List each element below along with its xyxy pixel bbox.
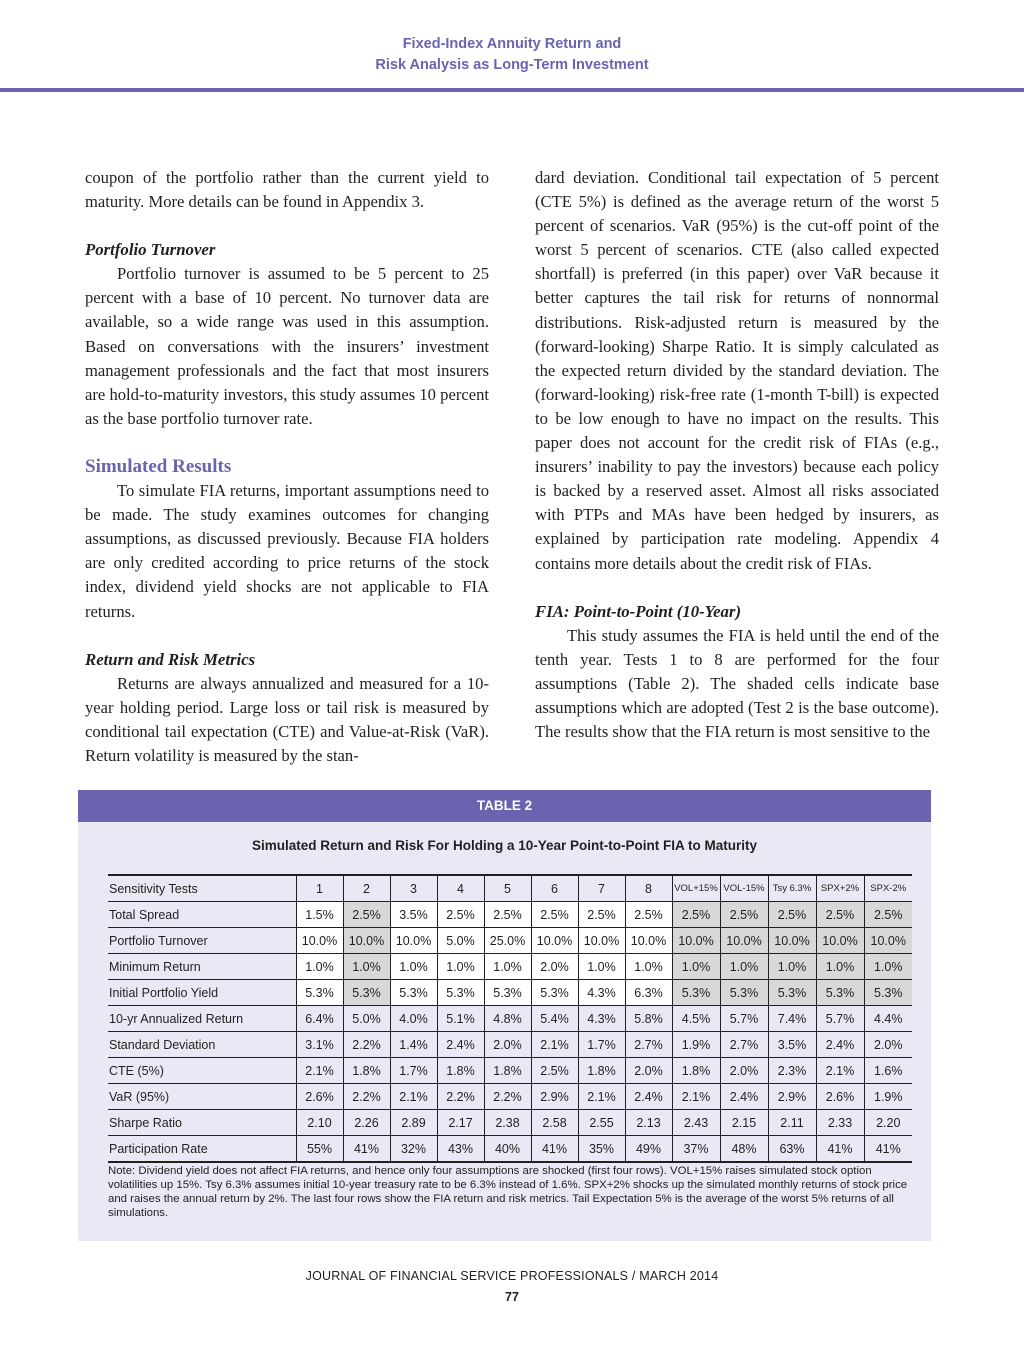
column-header: SPX-2% <box>864 875 912 902</box>
portfolio-turnover-heading: Portfolio Turnover <box>85 240 216 260</box>
table-cell: 5.3% <box>864 980 912 1006</box>
table-header-row <box>108 875 912 902</box>
table-row <box>108 1084 912 1110</box>
fia-point-to-point-text: This study assumes the FIA is held until the end of the tenth year. Tests 1 to 8 are performed for the four assumptions (Table 2). The shaded cells indicate base assumptions which are adopted (Test 2 is the base outcome). The results show that the FIA return is most sensitive to the <box>535 625 939 742</box>
table-row <box>108 980 912 1006</box>
table-cell: 1.8% <box>437 1058 484 1084</box>
table-cell: 5.0% <box>437 928 484 954</box>
table-row <box>108 928 912 954</box>
table-cell: 1.0% <box>625 954 672 980</box>
column-header: 8 <box>625 875 672 902</box>
table-row <box>108 1110 912 1136</box>
table-cell: 2.4% <box>816 1032 864 1058</box>
table-cell: 10.0% <box>343 928 390 954</box>
table-cell: 1.0% <box>484 954 531 980</box>
table-row <box>108 1032 912 1058</box>
header-rule <box>0 88 1024 92</box>
table-note: Note: Dividend yield does not affect FIA returns, and hence only four assumptions are shocked (first four rows). VOL+15% raises simulated stock option volatilities up 15%. Tsy 6.3% assumes initial 10-year treasury rate to be 6.3% instead of 1.6%. SPX+2% shocks up the simulated monthly returns of stock price and raises the annual return by 2%. The last four rows show the FIA return and risk metrics. Tail Expectation 5% is the average of the worst 5% returns of all simulations. <box>108 1165 908 1219</box>
left-column <box>85 166 489 768</box>
table-row <box>108 902 912 928</box>
table-cell: 2.17 <box>437 1110 484 1136</box>
table-cell: 5.3% <box>437 980 484 1006</box>
table-cell: 2.7% <box>625 1032 672 1058</box>
column-header: Tsy 6.3% <box>768 875 816 902</box>
table-cell: 10.0% <box>768 928 816 954</box>
column-header: 1 <box>296 875 343 902</box>
table-cell: 2.13 <box>625 1110 672 1136</box>
table-cell: 2.4% <box>720 1084 768 1110</box>
table-cell: 5.1% <box>437 1006 484 1032</box>
table-row <box>108 1058 912 1084</box>
table-cell: 10.0% <box>625 928 672 954</box>
table-cell: 5.3% <box>672 980 720 1006</box>
table-cell: 5.3% <box>816 980 864 1006</box>
table-cell: 5.3% <box>296 980 343 1006</box>
table-cell: 2.4% <box>625 1084 672 1110</box>
column-header: 4 <box>437 875 484 902</box>
table-cell: 2.2% <box>437 1084 484 1110</box>
table-cell: 2.2% <box>343 1084 390 1110</box>
table-cell: 5.3% <box>484 980 531 1006</box>
table-cell: 2.2% <box>343 1032 390 1058</box>
table-cell: 1.7% <box>390 1058 437 1084</box>
table-title: Simulated Return and Risk For Holding a 10-Year Point-to-Point FIA to Maturity <box>251 838 758 853</box>
table-cell: 5.7% <box>720 1006 768 1032</box>
row-label: Total Spread <box>108 902 296 928</box>
table-cell: 10.0% <box>296 928 343 954</box>
table-cell: 1.8% <box>343 1058 390 1084</box>
table-cell: 2.9% <box>531 1084 578 1110</box>
table-cell: 3.5% <box>390 902 437 928</box>
table-cell: 1.0% <box>343 954 390 980</box>
table-cell: 2.10 <box>296 1110 343 1136</box>
table-cell: 2.5% <box>531 1058 578 1084</box>
table-cell: 2.38 <box>484 1110 531 1136</box>
table-cell: 25.0% <box>484 928 531 954</box>
table-2-panel <box>78 790 931 1241</box>
table-cell: 2.89 <box>390 1110 437 1136</box>
table-cell: 10.0% <box>816 928 864 954</box>
table-cell: 3.1% <box>296 1032 343 1058</box>
table-label: TABLE 2 <box>78 790 931 822</box>
table-cell: 63% <box>768 1136 816 1163</box>
page-number: 77 <box>505 1290 519 1304</box>
table-cell: 4.0% <box>390 1006 437 1032</box>
table-cell: 5.3% <box>390 980 437 1006</box>
table-cell: 1.9% <box>864 1084 912 1110</box>
table-cell: 2.0% <box>720 1058 768 1084</box>
table-cell: 32% <box>390 1136 437 1163</box>
header-line-2: Risk Analysis as Long-Term Investment <box>375 57 649 73</box>
table-cell: 4.4% <box>864 1006 912 1032</box>
table-cell: 2.5% <box>484 902 531 928</box>
table-cell: 2.5% <box>343 902 390 928</box>
left-paragraph-1: coupon of the portfolio rather than the current yield to maturity. More details can be found in Appendix 3. <box>85 168 489 212</box>
table-cell: 49% <box>625 1136 672 1163</box>
table-cell: 2.26 <box>343 1110 390 1136</box>
table-cell: 1.8% <box>672 1058 720 1084</box>
table-cell: 5.8% <box>625 1006 672 1032</box>
table-row <box>108 1136 912 1163</box>
journal-footer: JOURNAL OF FINANCIAL SERVICE PROFESSIONALS / MARCH 2014 <box>305 1269 719 1283</box>
table-cell: 2.7% <box>720 1032 768 1058</box>
row-label: 10-yr Annualized Return <box>108 1006 296 1032</box>
table-cell: 48% <box>720 1136 768 1163</box>
portfolio-turnover-text: Portfolio turnover is assumed to be 5 percent to 25 percent with a base of 10 percent. No turnover data are available, so a wide range was used in this assumption. Based on conversations with the insurers’ investment management professionals and the fact that most insurers are hold-to-maturity investors, this study assumes 10 percent as the base portfolio turnover rate. <box>85 264 489 428</box>
table-cell: 10.0% <box>864 928 912 954</box>
table-cell: 2.1% <box>390 1084 437 1110</box>
table-cell: 1.0% <box>437 954 484 980</box>
table-cell: 2.5% <box>625 902 672 928</box>
table-cell: 2.6% <box>816 1084 864 1110</box>
table-cell: 2.0% <box>484 1032 531 1058</box>
table-row <box>108 954 912 980</box>
sensitivity-tests-header: Sensitivity Tests <box>108 875 296 902</box>
table-cell: 43% <box>437 1136 484 1163</box>
table-cell: 2.33 <box>816 1110 864 1136</box>
table-cell: 10.0% <box>672 928 720 954</box>
table-cell: 5.7% <box>816 1006 864 1032</box>
column-header: VOL-15% <box>720 875 768 902</box>
table-cell: 1.0% <box>672 954 720 980</box>
table-cell: 5.3% <box>720 980 768 1006</box>
table-cell: 2.58 <box>531 1110 578 1136</box>
table-cell: 3.5% <box>768 1032 816 1058</box>
table-cell: 10.0% <box>578 928 625 954</box>
table-cell: 4.3% <box>578 980 625 1006</box>
table-cell: 5.3% <box>768 980 816 1006</box>
table-cell: 2.1% <box>296 1058 343 1084</box>
table-cell: 2.5% <box>768 902 816 928</box>
table-cell: 1.8% <box>484 1058 531 1084</box>
table-cell: 41% <box>343 1136 390 1163</box>
table-cell: 2.2% <box>484 1084 531 1110</box>
simulated-results-text: To simulate FIA returns, important assumptions need to be made. The study examines outcomes for changing assumptions, as discussed previously. Because FIA holders are only credited according to price returns of the stock index, dividend yield shocks are not applicable to FIA returns. <box>85 481 489 621</box>
results-table <box>108 874 912 1163</box>
column-header: 6 <box>531 875 578 902</box>
row-label: CTE (5%) <box>108 1058 296 1084</box>
table-cell: 2.11 <box>768 1110 816 1136</box>
row-label: Participation Rate <box>108 1136 296 1163</box>
table-cell: 35% <box>578 1136 625 1163</box>
column-header: SPX+2% <box>816 875 864 902</box>
table-cell: 2.0% <box>625 1058 672 1084</box>
table-cell: 2.5% <box>437 902 484 928</box>
table-cell: 2.5% <box>531 902 578 928</box>
table-cell: 1.5% <box>296 902 343 928</box>
table-cell: 2.5% <box>578 902 625 928</box>
table-cell: 1.0% <box>864 954 912 980</box>
table-cell: 1.6% <box>864 1058 912 1084</box>
table-cell: 7.4% <box>768 1006 816 1032</box>
table-cell: 1.0% <box>720 954 768 980</box>
table-cell: 10.0% <box>390 928 437 954</box>
row-label: Standard Deviation <box>108 1032 296 1058</box>
table-cell: 2.5% <box>720 902 768 928</box>
column-header: 3 <box>390 875 437 902</box>
return-risk-metrics-text: Returns are always annualized and measured for a 10-year holding period. Large loss or tail risk is measured by conditional tail expectation (CTE) and Value-at-Risk (VaR). Return volatility is measured by the stan- <box>85 673 489 765</box>
running-header <box>0 34 1024 76</box>
table-cell: 1.0% <box>296 954 343 980</box>
table-cell: 41% <box>864 1136 912 1163</box>
table-cell: 2.1% <box>816 1058 864 1084</box>
table-cell: 41% <box>531 1136 578 1163</box>
table-cell: 5.0% <box>343 1006 390 1032</box>
table-cell: 5.3% <box>531 980 578 1006</box>
table-cell: 1.4% <box>390 1032 437 1058</box>
table-cell: 41% <box>816 1136 864 1163</box>
table-cell: 2.1% <box>531 1032 578 1058</box>
table-cell: 5.4% <box>531 1006 578 1032</box>
table-cell: 6.3% <box>625 980 672 1006</box>
table-cell: 40% <box>484 1136 531 1163</box>
table-cell: 1.0% <box>816 954 864 980</box>
table-cell: 55% <box>296 1136 343 1163</box>
table-cell: 1.0% <box>390 954 437 980</box>
table-cell: 2.9% <box>768 1084 816 1110</box>
column-header: 2 <box>343 875 390 902</box>
table-cell: 2.4% <box>437 1032 484 1058</box>
table-cell: 1.0% <box>578 954 625 980</box>
fia-point-to-point-heading: FIA: Point-to-Point (10-Year) <box>535 601 742 621</box>
table-cell: 1.9% <box>672 1032 720 1058</box>
column-header: VOL+15% <box>672 875 720 902</box>
table-cell: 1.0% <box>768 954 816 980</box>
column-header: 5 <box>484 875 531 902</box>
table-cell: 37% <box>672 1136 720 1163</box>
table-cell: 2.3% <box>768 1058 816 1084</box>
table-cell: 2.0% <box>864 1032 912 1058</box>
table-cell: 1.8% <box>578 1058 625 1084</box>
header-line-1: Fixed-Index Annuity Return and <box>402 36 622 52</box>
table-cell: 2.0% <box>531 954 578 980</box>
right-paragraph-1: dard deviation. Conditional tail expectation of 5 percent (CTE 5%) is defined as the average return of the worst 5 percent of scenarios. VaR (95%) is the cut-off point of the worst 5 percent of scenarios. CTE (also called expected shortfall) is preferred (in this paper) over VaR because it better captures the tail risk for returns of nonnormal distributions. Risk-adjusted return is measured by the (forward-looking) Sharpe Ratio. It is simply calculated as the expected return divided by the standard deviation. The (forward-looking) risk-free rate (1-month T-bill) is expected to be low enough to have no impact on the results. This paper does not account for the credit risk of FIAs (e.g., insurers’ inability to pay the investors) because each policy is backed by a reserved asset. Almost all risks associated with PTPs and MAs have been hedged by insurers, as explained by participation rate modeling. Appendix 4 contains more details about the credit risk of FIAs. <box>535 168 939 573</box>
table-cell: 2.15 <box>720 1110 768 1136</box>
table-cell: 4.3% <box>578 1006 625 1032</box>
return-risk-metrics-heading: Return and Risk Metrics <box>85 649 256 669</box>
row-label: Minimum Return <box>108 954 296 980</box>
table-cell: 4.8% <box>484 1006 531 1032</box>
table-cell: 2.5% <box>672 902 720 928</box>
row-label: Initial Portfolio Yield <box>108 980 296 1006</box>
table-cell: 10.0% <box>720 928 768 954</box>
table-cell: 2.1% <box>578 1084 625 1110</box>
table-cell: 1.7% <box>578 1032 625 1058</box>
simulated-results-heading: Simulated Results <box>85 455 232 477</box>
table-cell: 6.4% <box>296 1006 343 1032</box>
table-row <box>108 1006 912 1032</box>
row-label: Sharpe Ratio <box>108 1110 296 1136</box>
table-cell: 5.3% <box>343 980 390 1006</box>
column-header: 7 <box>578 875 625 902</box>
right-column <box>535 166 939 744</box>
table-cell: 2.6% <box>296 1084 343 1110</box>
row-label: VaR (95%) <box>108 1084 296 1110</box>
table-cell: 2.5% <box>864 902 912 928</box>
table-cell: 2.55 <box>578 1110 625 1136</box>
table-cell: 2.5% <box>816 902 864 928</box>
table-cell: 10.0% <box>531 928 578 954</box>
table-cell: 2.43 <box>672 1110 720 1136</box>
row-label: Portfolio Turnover <box>108 928 296 954</box>
table-cell: 2.20 <box>864 1110 912 1136</box>
table-cell: 2.1% <box>672 1084 720 1110</box>
table-cell: 4.5% <box>672 1006 720 1032</box>
